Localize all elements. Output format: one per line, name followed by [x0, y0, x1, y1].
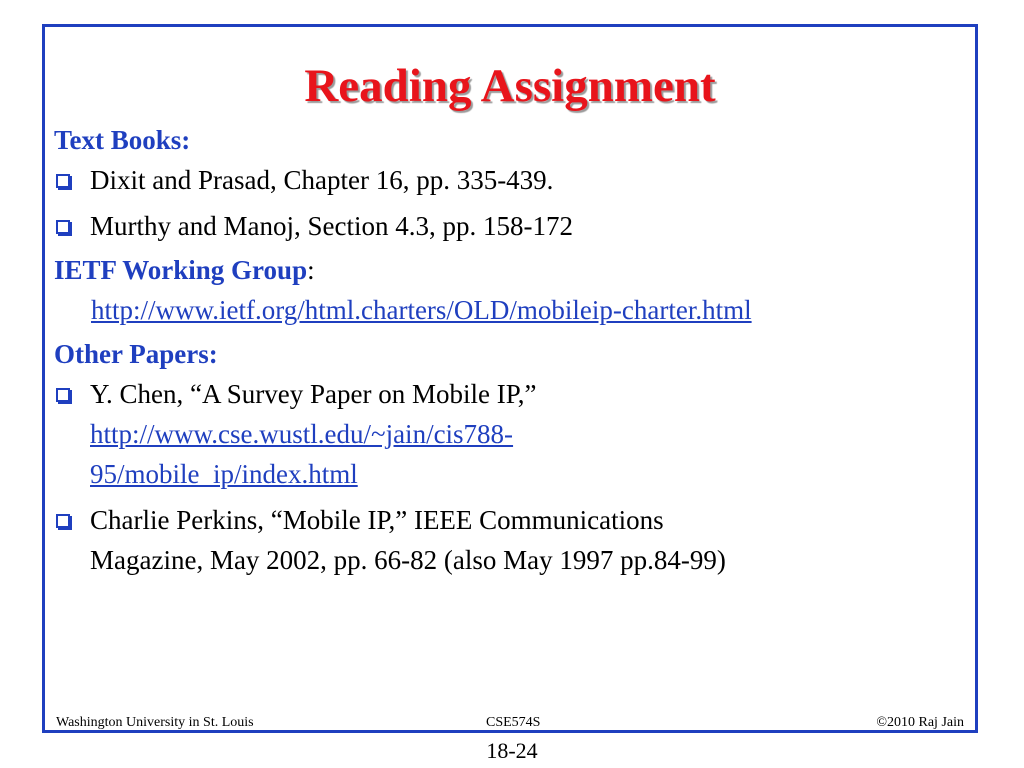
textbook-item-text: Murthy and Manoj, Section 4.3, pp. 158-172	[90, 211, 573, 241]
slide-title: Reading Assignment	[304, 60, 716, 112]
paper-item-body	[90, 500, 964, 580]
paper-item-text-line2: Magazine, May 2002, pp. 66-82 (also May 1997 pp.84-99)	[90, 545, 726, 575]
textbook-item	[54, 206, 964, 246]
textbooks-heading-row	[54, 120, 964, 160]
slide-footer	[56, 715, 964, 731]
paper-item	[54, 500, 964, 580]
textbooks-heading: Text Books:	[54, 125, 191, 155]
survey-paper-link-line2[interactable]: 95/mobile_ip/index.html	[90, 459, 358, 489]
ietf-heading: IETF Working Group	[54, 255, 308, 285]
ietf-heading-row	[54, 250, 964, 290]
ietf-heading-colon: :	[307, 255, 315, 285]
other-papers-heading-row	[54, 334, 964, 374]
other-papers-heading: Other Papers:	[54, 339, 218, 369]
paper-item	[54, 374, 964, 494]
footer-course: CSE574S	[486, 715, 541, 730]
hollow-square-bullet-icon	[56, 388, 70, 402]
footer-institution: Washington University in St. Louis	[56, 715, 254, 730]
hollow-square-bullet-icon	[56, 514, 70, 528]
footer-copyright: ©2010 Raj Jain	[876, 715, 964, 730]
paper-item-text: Y. Chen, “A Survey Paper on Mobile IP,”	[90, 379, 537, 409]
paper-item-text-line1: Charlie Perkins, “Mobile IP,” IEEE Communications	[90, 505, 664, 535]
textbook-item	[54, 160, 964, 200]
hollow-square-bullet-icon	[56, 220, 70, 234]
survey-paper-link-line1[interactable]: http://www.cse.wustl.edu/~jain/cis788-	[90, 419, 514, 449]
paper-item-body	[90, 374, 964, 494]
textbook-item-text: Dixit and Prasad, Chapter 16, pp. 335-439.	[90, 165, 554, 195]
ietf-link-row	[54, 290, 964, 330]
ietf-charter-link[interactable]: http://www.ietf.org/html.charters/OLD/mobileip-charter.html	[91, 295, 752, 325]
hollow-square-bullet-icon	[56, 174, 70, 188]
slide-body	[54, 120, 964, 580]
slide-number: 18-24	[486, 738, 538, 763]
